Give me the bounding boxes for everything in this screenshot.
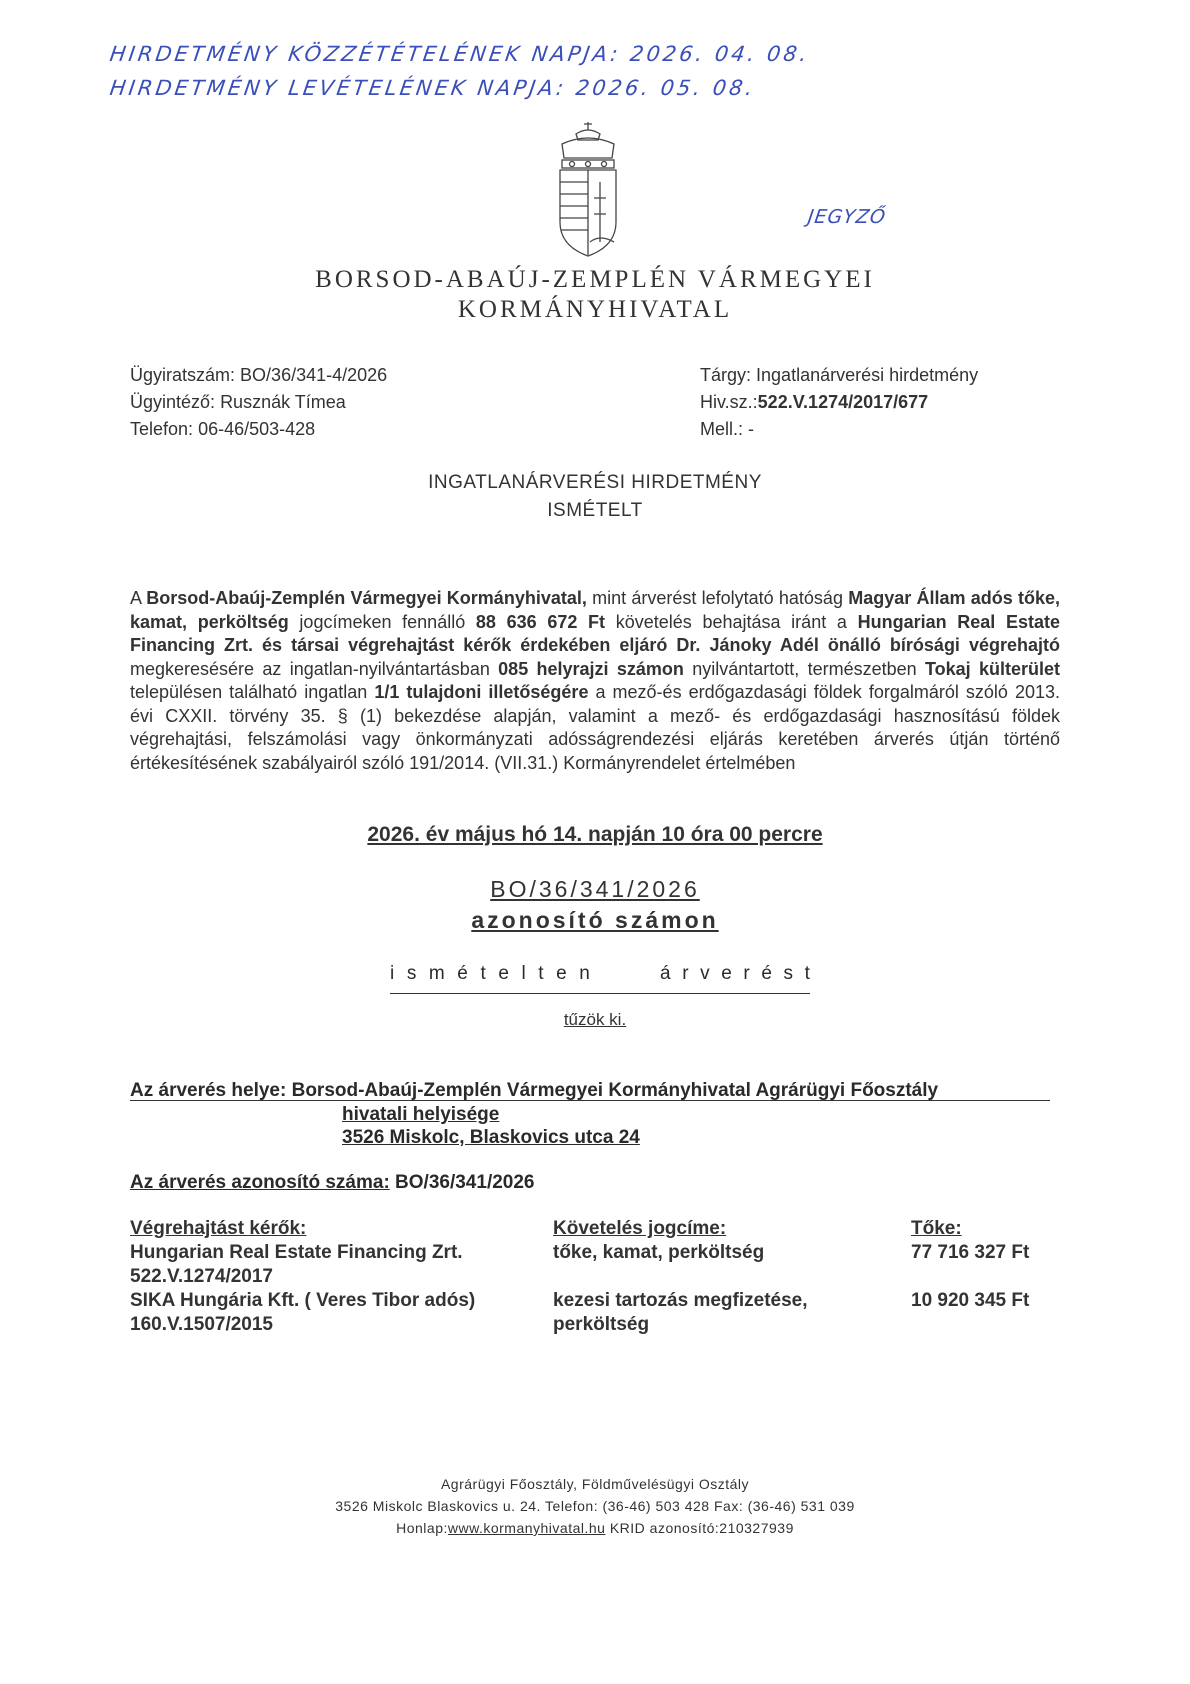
handwritten-removal-date: HIRDETMÉNY LEVÉTELÉNEK NAPJA: 2026. 05. 08. (108, 76, 757, 100)
subject-label: Tárgy: (700, 365, 752, 385)
auction-date-text: 2026. év május hó 14. napján 10 óra 00 percre (367, 823, 823, 846)
body-bold: 1/1 tulajdoni illetőségére (374, 682, 589, 702)
capital-header: Tőke: (911, 1218, 962, 1239)
document-title: INGATLANÁRVERÉSI HIRDETMÉNY (428, 472, 762, 493)
creditor-name: SIKA Hungária Kft. ( Veres Tibor adós) (130, 1290, 476, 1311)
attachment-value: - (748, 419, 755, 439)
auction-id-row (130, 1172, 535, 1194)
auction-place-address: 3526 Miskolc, Blaskovics utca 24 (342, 1127, 640, 1148)
spread-letter: r (682, 963, 689, 984)
clerk-label: Ügyintéző: (130, 392, 216, 412)
repeat-word (390, 963, 590, 993)
clerk-name: Rusznák Tímea (220, 392, 346, 412)
spread-letter: r (743, 963, 750, 984)
capital-amount: 10 920 345 Ft (911, 1290, 1030, 1311)
spread-letter: s (406, 963, 417, 984)
claim-title: tőke, kamat, perköltség (553, 1242, 765, 1263)
handwritten-publication-date: HIRDETMÉNY KÖZZÉTÉTELÉNEK NAPJA: 2026. 04. 08. (108, 42, 812, 66)
attachment-label: Mell.: (700, 419, 744, 439)
spread-letter: e (556, 963, 567, 984)
place-underline (130, 1100, 1050, 1101)
spread-letter: e (498, 963, 509, 984)
body-text: településen található ingatlan (130, 682, 375, 702)
body-text: a mező-és erdőgazdasági földek forgalmáról szóló 2013. évi CXXII. törvény 35. § (1) bekezdése alapján, valamint a mező- és erdőgazdasági hasznosítású földek végrehajtási, felszámolási vagy önkormányzati adósságrendezési eljárás keretében árverés útján történő értékesítésének szabályairól szóló 191/2014. (VII.31.) Kormányrendelet értelmében (130, 682, 1060, 773)
footer-krid: KRID azonosító:210327939 (605, 1520, 794, 1536)
creditors-column (130, 1217, 550, 1337)
capital-amount: 77 716 327 Ft (911, 1242, 1030, 1263)
footer-address: 3526 Miskolc Blaskovics u. 24. Telefon: (36-46) 503 428 Fax: (36-46) 531 039 (335, 1498, 855, 1514)
auction-word (660, 963, 810, 993)
spread-letter: i (390, 963, 395, 984)
case-number-label: Ügyiratszám: (130, 365, 236, 385)
body-bold: Borsod-Abaúj-Zemplén Vármegyei Kormányhivatal, (146, 588, 587, 608)
capital-column (911, 1217, 1111, 1313)
identifier-label-text: azonosító számon (471, 907, 719, 933)
notice-body (130, 587, 1060, 775)
spread-letter: t (538, 963, 544, 984)
auction-id-label: Az árverés azonosító száma: (130, 1172, 390, 1193)
spread-letter: é (457, 963, 468, 984)
body-text: megkeresésére az ingatlan-nyilvántartásban (130, 658, 499, 679)
spread-letter: á (660, 963, 671, 984)
claim-title-column (553, 1217, 893, 1337)
phone-label: Telefon: (130, 419, 194, 439)
creditor-name: Hungarian Real Estate Financing Zrt. (130, 1242, 463, 1263)
creditor-reference: 522.V.1274/2017 (130, 1266, 274, 1287)
case-meta-left (130, 362, 387, 443)
body-bold: Tokaj külterület (924, 658, 1061, 679)
auction-date (0, 823, 1190, 847)
set-statement-text: tűzök ki. (563, 1010, 627, 1029)
auction-place-room: hivatali helyisége (342, 1104, 500, 1125)
body-text: jogcímeken fennálló (288, 611, 476, 632)
body-text: követelés behajtása iránt a (605, 611, 858, 632)
spread-letter: n (579, 963, 590, 984)
reference-number: 522.V.1274/2017/677 (757, 392, 929, 412)
website-link[interactable]: www.kormanyhivatal.hu (447, 1520, 606, 1536)
body-bold: 88 636 672 Ft (475, 611, 606, 632)
repeat-auction-line (390, 963, 810, 994)
body-text: nyilvántartott, természetben (683, 658, 925, 679)
auction-identifier-text: BO/36/341/2026 (490, 876, 700, 902)
coat-of-arms-icon (548, 122, 628, 258)
document-subtitle: ISMÉTELT (547, 500, 643, 521)
body-bold: Magyar Állam adós tőke, kamat, perköltség (130, 588, 1060, 632)
spread-letter: t (804, 963, 810, 984)
reference-label: Hiv.sz.: (700, 392, 758, 412)
claim-title: kezesi tartozás megfizetése, perköltség (553, 1290, 808, 1335)
spread-letter: s (783, 963, 794, 984)
body-text: mint árverést lefolytató hatóság (586, 588, 849, 608)
footer-department: Agrárügyi Főosztály, Földművelésügyi Osztály (440, 1476, 750, 1492)
body-bold: Hungarian Real Estate Financing Zrt. és társai végrehajtást kérők érdekében eljáró Dr. Jánoky Adél önálló bírósági végrehajtó (130, 611, 1061, 655)
claim-title-header: Követelés jogcíme: (553, 1218, 727, 1239)
creditor-reference: 160.V.1507/2015 (130, 1314, 274, 1335)
set-statement (0, 1010, 1190, 1030)
identifier-label (0, 907, 1190, 934)
creditors-header: Végrehajtást kérők: (130, 1218, 307, 1239)
spread-letter: e (721, 963, 732, 984)
spread-letter: v (700, 963, 710, 984)
case-number: BO/36/341-4/2026 (240, 365, 388, 385)
body-bold: 085 helyrajzi számon (498, 658, 684, 679)
auction-identifier (0, 876, 1190, 903)
spread-letter: m (428, 963, 445, 984)
spread-letter: t (480, 963, 486, 984)
footer-web-label: Honlap: (396, 1520, 448, 1536)
spread-letter: l (521, 963, 526, 984)
handwritten-note: JEGYZŐ (806, 206, 888, 228)
office-name-line2: KORMÁNYHIVATAL (457, 296, 733, 323)
footer-web (0, 1520, 1190, 1536)
body-text: A (130, 588, 147, 608)
subject-value: Ingatlanárverési hirdetmény (756, 365, 979, 385)
office-name-line1: BORSOD-ABAÚJ-ZEMPLÉN VÁRMEGYEI (315, 266, 875, 293)
spread-letter: é (761, 963, 772, 984)
phone-number: 06-46/503-428 (198, 419, 316, 439)
auction-id-value: BO/36/341/2026 (395, 1172, 535, 1193)
auction-place: Az árverés helye: Borsod-Abaúj-Zemplén Vármegyei Kormányhivatal Agrárügyi Főosztály (130, 1080, 939, 1101)
case-meta-right (700, 362, 978, 443)
